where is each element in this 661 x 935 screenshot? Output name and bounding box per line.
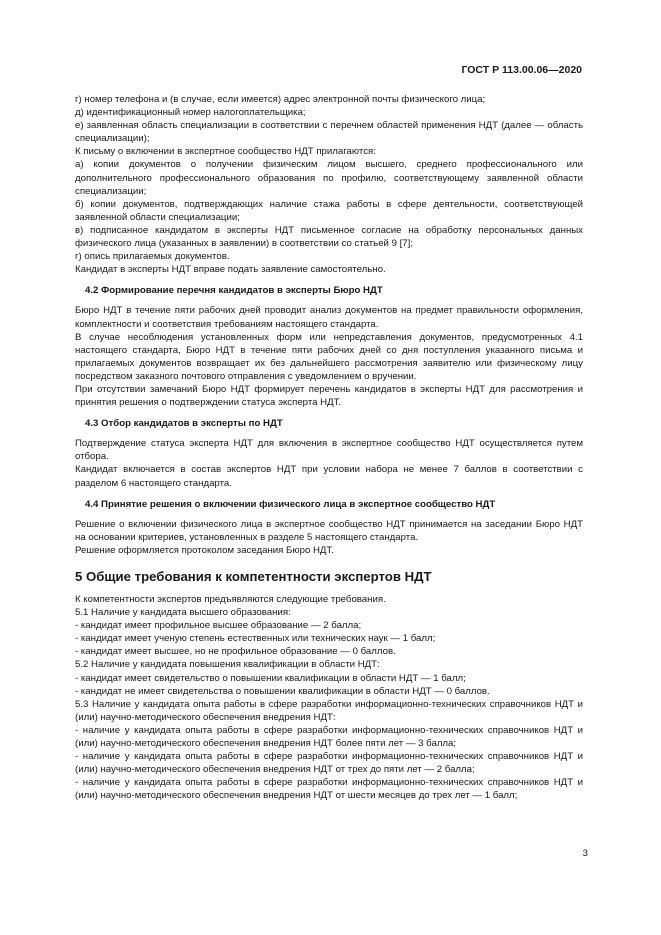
paragraph: д) идентификационный номер налогоплательщика; (75, 107, 306, 119)
list-item: - кандидат не имеет свидетельства о повышении квалификации в области НДТ — 0 баллов. (75, 685, 490, 697)
page-number: 3 (582, 848, 588, 859)
paragraph: При отсутствии замечаний Бюро НДТ формирует перечень кандидатов в эксперты НДТ для рассмотрения и принятия решения о подтверждении статуса эксперта НДТ. (75, 383, 583, 409)
paragraph: е) заявленная область специализации в соответствии с перечнем областей применения НДТ (далее — область специализации); (75, 120, 583, 145)
paragraph: К компетентности экспертов предъявляются следующие требования. (75, 594, 386, 605)
paragraph: В случае несоблюдения установленных форм или непредставления документов, предусмотренных 4.1 настоящего стандарта, Бюро НДТ в течение пяти рабочих дней со дня поступления указанного письма и прилагаемых документов возвращает их без дальнейшего рассмотрения заявителю или физическому лицу посредством заказного почтового отправления с уведомлением о вручении. (75, 331, 583, 382)
paragraph: г) опись прилагаемых документов. (75, 251, 230, 263)
list-item: - наличие у кандидата опыта работы в сфере разработки информационно-технических справочников НДТ и (или) научно-методического обеспечения внедрения НДТ от шести месяцев до трех лет — 1 балл; (75, 777, 583, 802)
list-item: - кандидат имеет высшее, но не профильное образование — 0 баллов. (75, 646, 396, 658)
standard-id: ГОСТ Р 113.00.06—2020 (461, 64, 582, 76)
paragraph: Решение о включении физического лица в экспертное сообщество НДТ принимается на заседании Бюро НДТ на основании критериев, установленных в разделе 5 настоящего стандарта. (75, 518, 583, 543)
section-heading-4-2: 4.2 Формирование перечня кандидатов в эксперты Бюро НДТ (85, 285, 383, 297)
list-item: - наличие у кандидата опыта работы в сфере разработки информационно-технических справочников НДТ и (или) научно-методического обеспечения внедрения НДТ от трех до пяти лет — 2 балла; (75, 751, 583, 776)
paragraph: 5.2 Наличие у кандидата повышения квалификации в области НДТ: (75, 659, 380, 671)
section-heading-5: 5 Общие требования к компетентности экспертов НДТ (75, 569, 432, 584)
list-item: - кандидат имеет свидетельство о повышении квалификации в области НДТ — 1 балл; (75, 672, 466, 684)
paragraph: Кандидат в эксперты НДТ вправе подать заявление самостоятельно. (75, 264, 386, 276)
paragraph: в) подписанное кандидатом в эксперты НДТ письменное согласие на обработку персональных данных физического лица (указанных в заявлении) в соответствии со статьей 9 [7]; (75, 224, 583, 250)
paragraph: Кандидат включается в состав экспертов НДТ при условии набора не менее 7 баллов в соответствии с разделом 6 настоящего стандарта. (75, 464, 583, 489)
paragraph: а) копии документов о получении физическим лицом высшего, среднего профессионального или дополнительного профессионального образования по профилю, соответствующему заявленной области специализации; (75, 159, 583, 197)
paragraph: Бюро НДТ в течение пяти рабочих дней проводит анализ документов на предмет правильности оформления, комплектности и соответствия требованиям настоящего стандарта. (75, 305, 583, 330)
list-item: - кандидат имеет профильное высшее образование — 2 балла; (75, 620, 362, 632)
paragraph: Подтверждение статуса эксперта НДТ для включения в экспертное сообщество НДТ осуществляется путем отбора. (75, 438, 583, 463)
list-item: - наличие у кандидата опыта работы в сфере разработки информационно-технических справочников НДТ и (или) научно-методического обеспечения внедрения НДТ более пяти лет — 3 балла; (75, 724, 583, 750)
paragraph: г) номер телефона и (в случае, если имеется) адрес электронной почты физического лица; (75, 94, 486, 105)
paragraph: 5.1 Наличие у кандидата высшего образования: (75, 607, 291, 619)
paragraph: б) копии документов, подтверждающих наличие стажа работы в сфере деятельности, соответствующей заявленной области специализации; (75, 198, 583, 223)
list-item: - кандидат имеет ученую степень естественных или технических наук — 1 балл; (75, 633, 436, 645)
paragraph: 5.3 Наличие у кандидата опыта работы в сфере разработки информационно-технических справочников НДТ и (или) научно-методического обеспечения внедрения НДТ: (75, 698, 583, 723)
section-heading-4-3: 4.3 Отбор кандидатов в эксперты по НДТ (85, 418, 283, 430)
body-text (75, 93, 583, 803)
paragraph: Решение оформляется протоколом заседания Бюро НДТ. (75, 544, 334, 556)
paragraph: К письму о включении в экспертное сообщество НДТ прилагаются: (75, 146, 376, 158)
section-heading-4-4: 4.4 Принятие решения о включении физического лица в экспертное сообщество НДТ (85, 498, 496, 510)
